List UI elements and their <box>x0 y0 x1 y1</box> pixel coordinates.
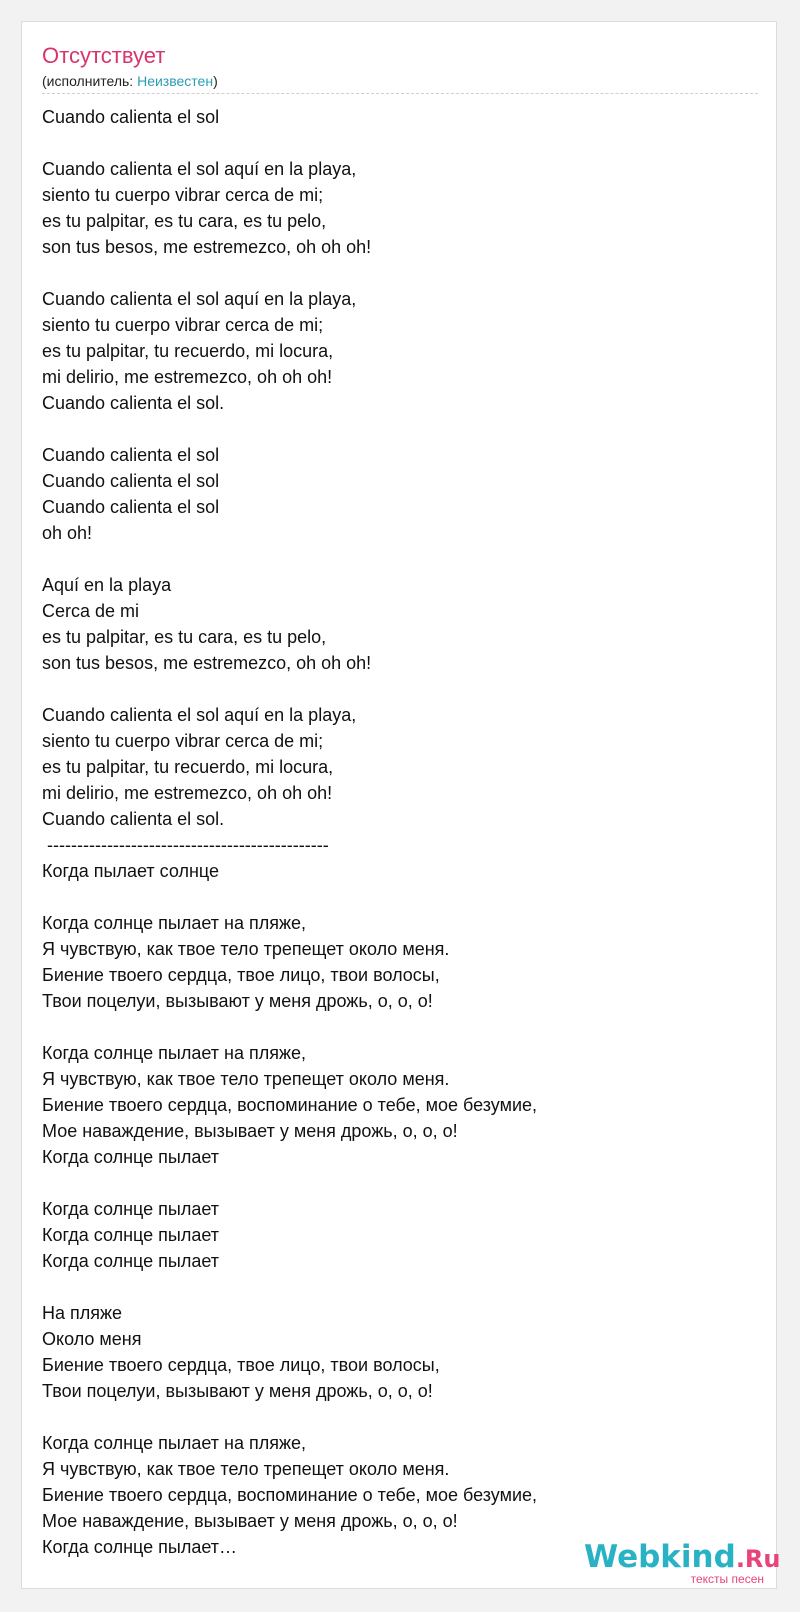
song-title: Отсутствует <box>42 43 166 68</box>
header-divider <box>42 93 758 94</box>
logo-tld: .Ru <box>735 1545 781 1573</box>
webkind-logo <box>584 1539 781 1586</box>
logo-brand: Webkind <box>584 1539 736 1575</box>
logo-tagline: тексты песен <box>690 1572 764 1586</box>
artist-line <box>42 72 218 90</box>
artist-prefix: (исполнитель: <box>42 73 138 89</box>
artist-link[interactable]: Неизвестен <box>137 73 214 89</box>
lyrics-text: Cuando calienta el sol Cuando calienta el sol aquí en la playa, siento tu cuerpo vibrar cerca de mi; es tu palpitar, es tu cara, es tu pelo, son tus besos, me estremezco, oh oh oh! Cuando calienta el sol aquí en la playa, siento tu cuerpo vibrar cerca de mi; es tu palpitar, tu recuerdo, mi locura, mi delirio, me estremezco, oh oh oh! Cuando calienta el sol. Cuando calienta el sol Cuando calienta el sol Cuando calienta el sol oh oh! Aquí en la playa Cerca de mi es tu palpitar, es tu cara, es tu pelo, son tus besos, me estremezco, oh oh oh! Cuando calienta el sol aquí en la playa, siento tu cuerpo vibrar cerca de mi; es tu palpitar, tu recuerdo, mi locura, mi delirio, me estremezco, oh oh oh! Cuando calienta el sol. ----------------------------------------------- Когда пылает солнце Когда солнце пылает на пляже, Я чувствую, как твое тело трепещет около меня. Биение твоего сердца, твое лицо, твои волосы, Твои поцелуи, вызывают у меня дрожь, о, о, о! Когда солнце пылает на пляже, Я чувствую, как твое тело трепещет около меня. Биение твоего сердца, воспоминание о тебе, мое безумие, Мое наваждение, вызывает у меня дрожь, о, о, о! Когда солнце пылает Когда солнце пылает Когда солнце пылает Когда солнце пылает На пляже Около меня Биение твоего сердца, твое лицо, твои волосы, Твои поцелуи, вызывают у меня дрожь, о, о, о! Когда солнце пылает на пляже, Я чувствую, как твое тело трепещет около меня. Биение твоего сердца, воспоминание о тебе, мое безумие, Мое наваждение, вызывает у меня дрожь, о, о, о! Когда солнце пылает… <box>42 107 538 1557</box>
artist-suffix: ) <box>213 73 218 89</box>
logo-wordmark <box>584 1540 781 1576</box>
